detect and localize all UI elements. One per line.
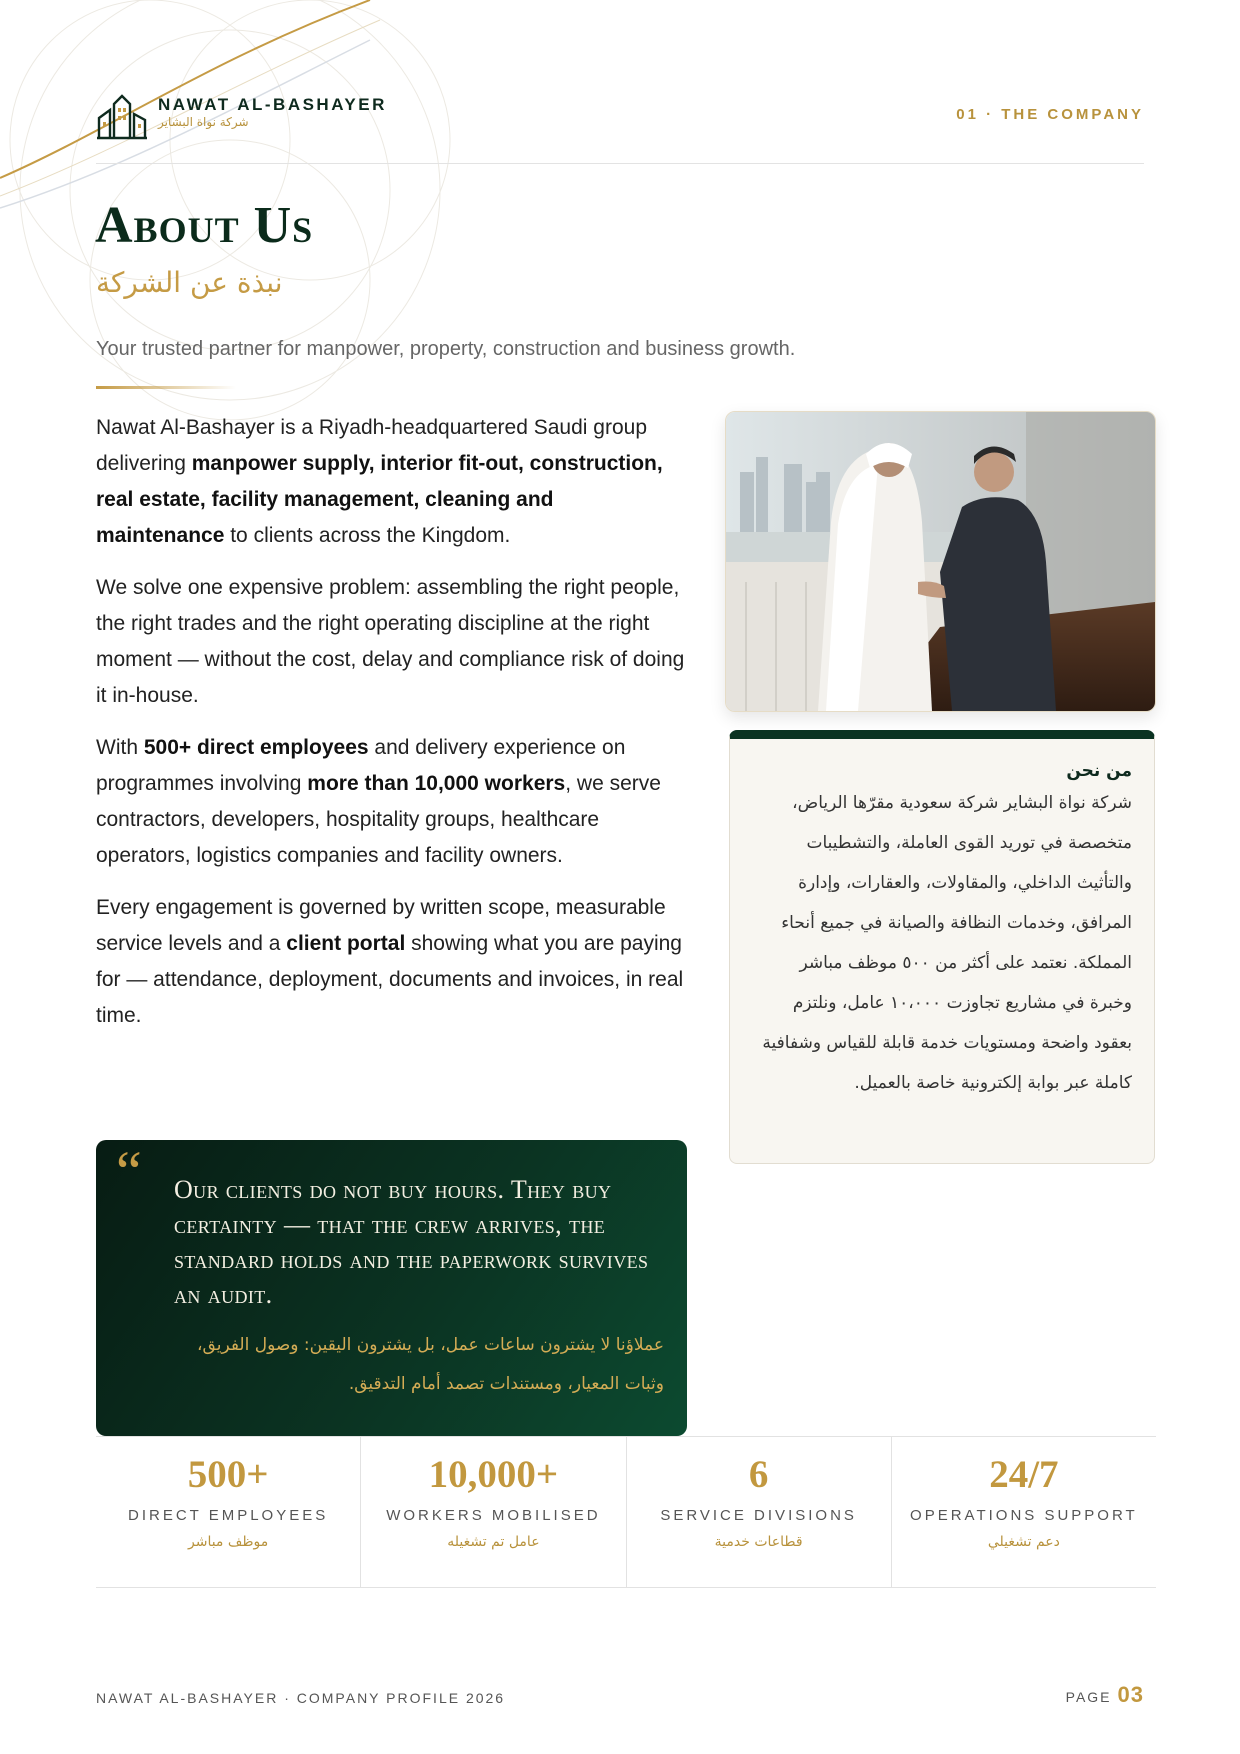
arabic-card-body: شركة نواة البشاير شركة سعودية مقرّها الرياض، متخصصة في توريد القوى العاملة، والتشطيبات والتأثيث الداخلي، والمقاولات، والعقارات، وإدارة المرافق، وخدمات النظافة والصيانة في جميع أنحاء المملكة. نعتمد على أكثر من ٥٠٠ موظف مباشر وخبرة في مشاريع تجاوزت ١٠،٠٠٠ عامل، ونلتزم بعقود واضحة ومستويات خدمة قابلة للقياس وشفافية كاملة عبر بوابة إلكترونية خاصة بالعميل. <box>762 793 1132 1093</box>
page-title: About Us <box>95 197 314 254</box>
body-emphasis: manpower supply, interior fit-out, construction, real estate, facility management, cleaning and maintenance <box>96 452 663 547</box>
footer-page-indicator <box>1066 1682 1144 1708</box>
quote-mark-icon: “ <box>116 1139 142 1204</box>
body-text: Every engagement is governed by written scope, measurable service levels and a <box>96 896 666 955</box>
body-paragraph-4 <box>96 890 686 1034</box>
stat-value: 500+ <box>187 1453 269 1496</box>
body-emphasis: 500+ direct employees <box>143 736 369 759</box>
stat-label: OPERATIONS SUPPORT <box>910 1507 1138 1524</box>
quote-box <box>96 1140 687 1436</box>
stat-label-arabic: دعم تشغيلي <box>987 1534 1060 1550</box>
stat-value: 24/7 <box>989 1453 1059 1496</box>
arabic-card-title: من نحن <box>1066 761 1132 781</box>
quote-text: Our clients do not buy hours. They buy certainty — that the crew arrives, the standard holds and the paperwork survives an audit. <box>174 1175 649 1309</box>
body-text: and delivery experience on programmes involving <box>96 736 626 795</box>
building-logo-icon <box>96 92 148 140</box>
stat-direct-employees <box>96 1437 361 1587</box>
body-paragraph-1 <box>96 410 686 554</box>
footer-company-profile: NAWAT AL-BASHAYER · COMPANY PROFILE 2026 <box>96 1690 506 1706</box>
brand-name: NAWAT AL-BASHAYER <box>158 95 387 114</box>
page-label: PAGE <box>1065 1689 1112 1705</box>
stat-label-arabic: قطاعات خدمية <box>714 1534 803 1550</box>
body-text: With <box>96 736 144 759</box>
stat-label: SERVICE DIVISIONS <box>660 1507 857 1524</box>
brand-name-arabic: شركة نواة البشاير <box>158 115 249 129</box>
handshake-photo <box>725 411 1156 712</box>
body-text: to clients across the Kingdom. <box>224 524 511 547</box>
stats-row <box>96 1436 1156 1588</box>
stat-label-arabic: عامل تم تشغيله <box>447 1534 540 1550</box>
section-tag: 01 · THE COMPANY <box>956 106 1144 123</box>
page-subtitle: Your trusted partner for manpower, property, construction and business growth. <box>96 338 796 360</box>
body-text: We solve one expensive problem: assembling the right people, the right trades and the right operating discipline at the right moment — without the cost, delay and compliance risk of doing it in-house. <box>96 576 685 707</box>
header-divider <box>96 163 1144 164</box>
body-emphasis: client portal <box>286 932 406 955</box>
accent-divider <box>96 386 236 389</box>
stat-label: DIRECT EMPLOYEES <box>127 1507 329 1524</box>
stat-label-arabic: موظف مباشر <box>187 1534 269 1550</box>
body-text: , we serve contractors, developers, hospitality groups, healthcare operators, logistics companies and facility owners. <box>96 772 661 867</box>
quote-text-arabic: عملاؤنا لا يشترون ساعات عمل، بل يشترون اليقين: وصول الفريق، وثبات المعيار، ومستندات تصمد أمام التدقيق. <box>197 1335 664 1394</box>
stat-service-divisions <box>627 1437 892 1587</box>
page-number: 03 <box>1117 1682 1144 1707</box>
company-logo <box>96 92 387 140</box>
body-text: showing what you are paying for — attendance, deployment, documents and invoices, in real time. <box>96 932 684 1027</box>
stat-workers-mobilised <box>361 1437 626 1587</box>
arabic-about-card <box>729 730 1155 1164</box>
about-body <box>96 410 686 1050</box>
stat-operations-support <box>892 1437 1156 1587</box>
page-title-arabic: نبذة عن الشركة <box>96 266 283 299</box>
stat-label: WORKERS MOBILISED <box>386 1507 601 1524</box>
stat-value: 10,000+ <box>428 1453 559 1496</box>
stat-value: 6 <box>748 1453 769 1496</box>
body-text: Nawat Al-Bashayer is a Riyadh-headquartered Saudi group delivering <box>96 416 647 475</box>
body-emphasis: more than 10,000 workers <box>307 772 566 795</box>
body-paragraph-2 <box>96 570 686 714</box>
body-paragraph-3 <box>96 730 686 874</box>
